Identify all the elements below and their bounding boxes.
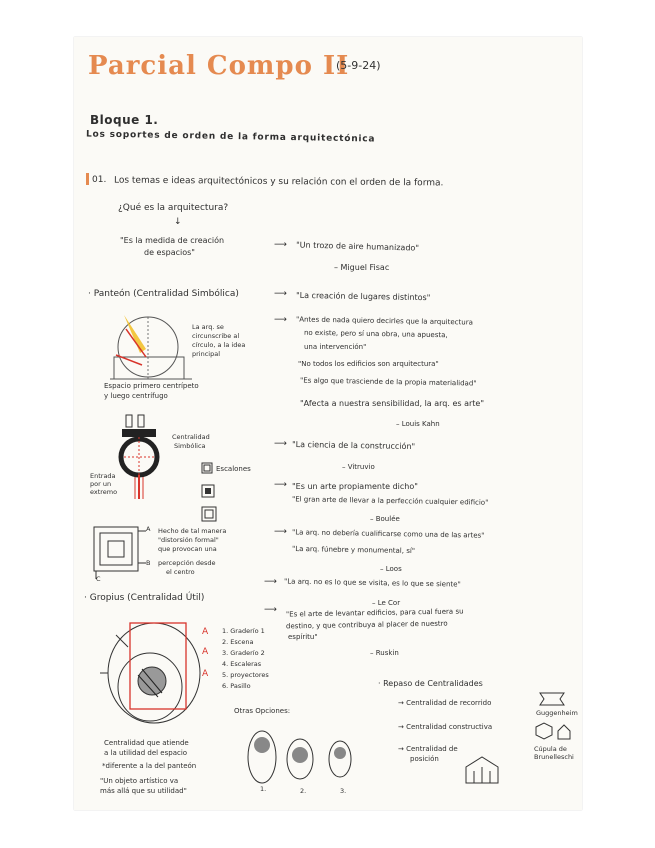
guggenheim-sketch xyxy=(538,689,568,709)
label-a: A xyxy=(146,525,151,533)
gropius-list-4: 4. Escaleras xyxy=(222,660,262,668)
quote-2: "La creación de lugares distintos" xyxy=(295,290,431,303)
quote-9-author: – Loos xyxy=(380,565,402,573)
gropius-list-2: 2. Escena xyxy=(222,638,254,646)
arrow-right-icon: ⟶ xyxy=(264,577,277,587)
fact-a-3: que provocan una xyxy=(158,545,217,553)
centralidad-heading: · Repaso de Centralidades xyxy=(378,679,483,688)
gropius-util-1: Centralidad que atiende xyxy=(104,739,189,747)
gropius-list-3: 3. Graderío 2 xyxy=(222,649,265,657)
quote-1: "Un trozo de aire humanizado" xyxy=(295,240,420,253)
fact-b-1: percepción desde xyxy=(158,559,216,567)
quote-7-author: – Vitruvio xyxy=(342,463,375,471)
block-heading: Bloque 1. xyxy=(90,113,159,127)
quote-7: "La ciencia de la construcción" xyxy=(291,439,416,452)
quote-11-author: – Ruskin xyxy=(370,649,399,657)
quote-10-author: – Le Cor xyxy=(372,599,401,607)
other-options-label: Otras Opciones: xyxy=(234,707,291,715)
option-num-2: 2. xyxy=(300,787,307,795)
fact-b-2: el centro xyxy=(166,568,195,576)
gropius-util-2: a la utilidad del espacio xyxy=(104,749,188,757)
notebook-page xyxy=(74,37,582,810)
label-c: C xyxy=(96,575,101,583)
quote-6: "Afecta a nuestra sensibilidad, la arq. es arte" xyxy=(300,399,485,408)
quote-6-author: – Louis Kahn xyxy=(396,420,440,428)
centralidad-3-line-2: posición xyxy=(410,755,439,763)
panteon-note-1: La arq. se xyxy=(192,323,224,331)
arrow-right-icon: ⟶ xyxy=(264,605,277,615)
arrow-right-icon: ⟶ xyxy=(274,439,287,449)
page-title: Parcial Compo II xyxy=(88,51,350,81)
arrow-right-icon: ⟶ xyxy=(274,480,287,490)
gropius-list-6: 6. Pasillo xyxy=(222,682,251,690)
quote-1-author: – Miguel Fisac xyxy=(334,263,390,272)
panteon-note-4: principal xyxy=(192,350,221,358)
definition-line-2: de espacios" xyxy=(144,248,195,257)
gropius-diff: *diferente a la del panteón xyxy=(102,762,197,770)
entrance-label-3: extremo xyxy=(90,488,118,496)
quote-8-line-2: "El gran arte de llevar a la perfección cualquier edificio" xyxy=(291,495,489,507)
mark-a-1: A xyxy=(202,627,209,637)
centralidad-3-line-1: → Centralidad de xyxy=(398,745,458,753)
steps-label: Escalones xyxy=(216,465,251,473)
quote-11-line-2: destino, y que contribuya al placer de nuestro xyxy=(285,619,448,631)
quote-8-author: – Boulée xyxy=(370,515,400,523)
quote-10: "La arq. no es lo que se visita, es lo que se siente" xyxy=(283,577,461,589)
fact-a-2: "distorsión formal" xyxy=(158,536,219,544)
gropius-heading: · Gropius (Centralidad Útil) xyxy=(84,593,205,603)
panteon-plan-sketch xyxy=(114,413,174,503)
centralidad-2: → Centralidad constructiva xyxy=(398,723,493,731)
label-b: B xyxy=(146,559,151,567)
arrow-right-icon: ⟶ xyxy=(274,289,287,299)
option-num-1: 1. xyxy=(260,785,267,793)
question-text: Los temas e ideas arquitectónicos y su relación con el orden de la forma. xyxy=(113,175,444,189)
entrance-label-2: por un xyxy=(90,480,112,488)
definition-line-1: "Es la medida de creación xyxy=(120,236,225,245)
page-date: (5-9-24) xyxy=(336,59,381,72)
question-sub: ¿Qué es la arquitectura? xyxy=(118,203,229,213)
dome-label-2: Brunelleschi xyxy=(534,753,574,761)
panteon-heading: · Panteón (Centralidad Simbólica) xyxy=(88,289,239,299)
building-sketch xyxy=(462,753,502,787)
gropius-object-2: más allá que su utilidad" xyxy=(100,787,187,795)
block-subheading: Los soportes de orden de la forma arquitectónica xyxy=(85,129,376,145)
panteon-space-2: y luego centrífugo xyxy=(104,392,168,400)
panteon-space-1: Espacio primero centrípeto xyxy=(104,382,199,390)
guggenheim-label: Guggenheim xyxy=(536,709,578,717)
quote-4: "No todos los edificios son arquitectura" xyxy=(298,360,439,368)
mark-a-2: A xyxy=(202,647,209,657)
quote-3-line-3: una intervención" xyxy=(304,343,367,351)
gropius-list-5: 5. proyectores xyxy=(222,671,269,679)
arrow-right-icon: ⟶ xyxy=(274,315,287,325)
option-num-3: 3. xyxy=(340,787,347,795)
arrow-right-icon: ⟶ xyxy=(274,527,287,537)
panteon-note-2: circunscribe al xyxy=(192,332,240,340)
dome-label-1: Cúpula de xyxy=(534,745,567,753)
options-sketch xyxy=(246,717,356,787)
dome-sketch xyxy=(532,721,576,745)
fact-a-1: Hecho de tal manera xyxy=(158,527,227,535)
quote-3-line-2: no existe, pero sí una obra, una apuesta, xyxy=(303,328,448,340)
panteon-note-3: círculo, a la idea xyxy=(192,341,246,349)
quote-8-line-1: "Es un arte propiamente dicho" xyxy=(292,482,418,491)
question-number: 01. xyxy=(92,175,107,185)
centralidad-1: → Centralidad de recorrido xyxy=(398,699,492,707)
down-arrow-icon: ↓ xyxy=(174,217,182,227)
gropius-sketch xyxy=(90,609,220,729)
mark-a-3: A xyxy=(202,669,209,679)
quote-9-line-1: "La arq. no debería cualificarse como una de las artes" xyxy=(291,528,485,540)
central-label-1: Centralidad xyxy=(172,433,210,441)
quote-5: "Es algo que trasciende de la propia materialidad" xyxy=(299,376,477,388)
quote-9-line-2: "La arq. fúnebre y monumental, sí" xyxy=(291,544,416,556)
quote-3-line-1: "Antes de nada quiero decirles que la arquitectura xyxy=(295,315,473,327)
arrow-right-icon: ⟶ xyxy=(274,240,287,250)
quote-11-line-3: espíritu" xyxy=(288,633,318,641)
gropius-object-1: "Un objeto artístico va xyxy=(100,777,179,785)
entrance-label-1: Entrada xyxy=(90,472,116,480)
quote-11-line-1: "Es el arte de levantar edificios, para cual fuera su xyxy=(285,607,464,619)
orange-marker xyxy=(86,173,89,185)
square-plan-sketch xyxy=(90,523,150,579)
panteon-sketch xyxy=(96,309,206,389)
gropius-list-1: 1. Graderío 1 xyxy=(222,627,265,635)
central-label-2: Simbólica xyxy=(174,442,206,450)
